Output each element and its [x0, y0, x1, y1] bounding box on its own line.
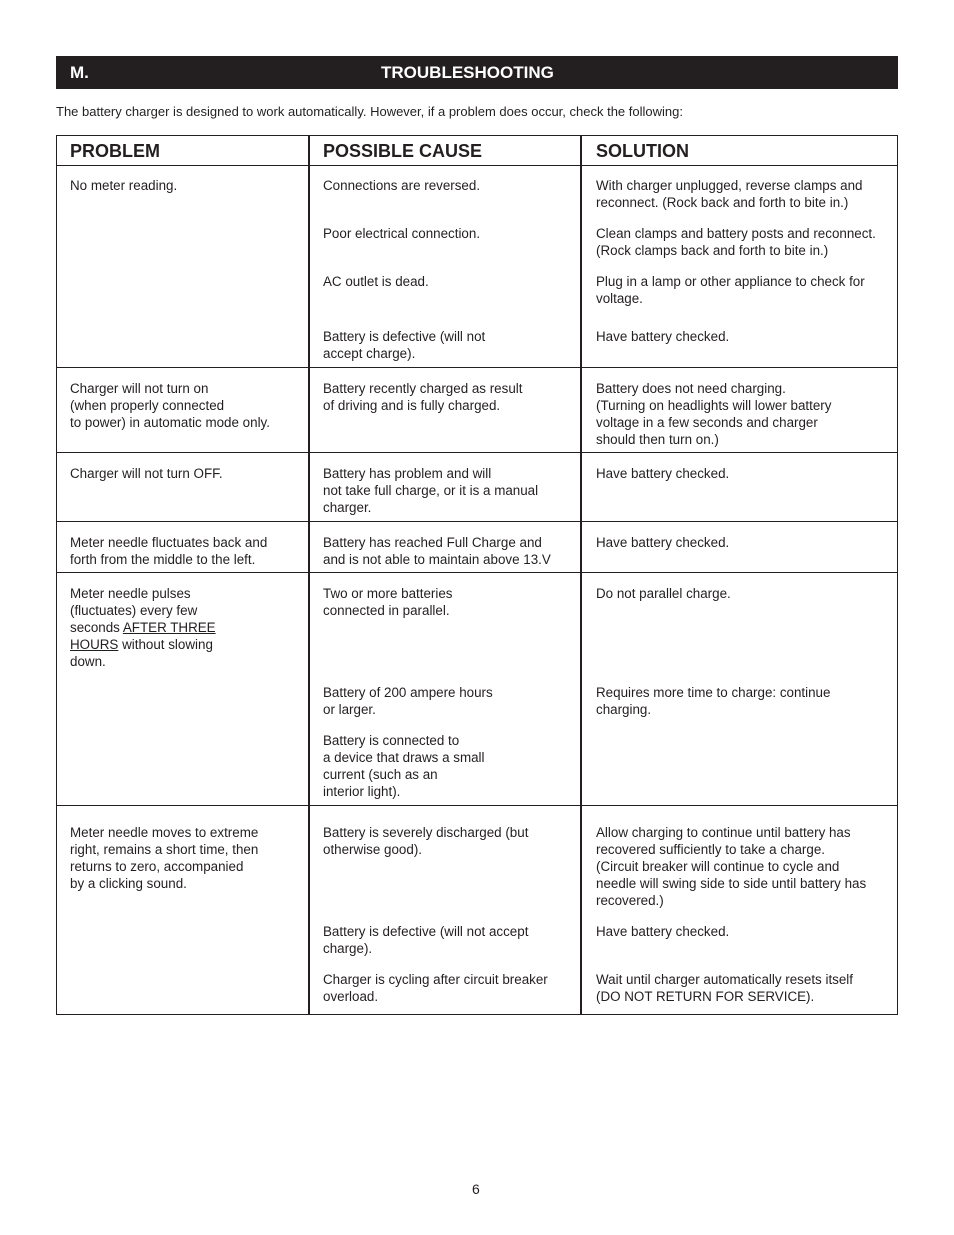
solution-cell: With charger unplugged, reverse clamps and reconnect. (Rock back and forth to bite in.)	[596, 178, 863, 210]
troubleshooting-table	[56, 135, 898, 1015]
cause-cell: Battery is defective (will not accept charge).	[323, 924, 529, 956]
cause-cell: Two or more batteries connected in parallel.	[323, 586, 453, 618]
cause-cell: Charger is cycling after circuit breaker overload.	[323, 972, 548, 1004]
section-title: TROUBLESHOOTING	[381, 63, 554, 82]
problem-cell: Charger will not turn on (when properly connected to power) in automatic mode only.	[70, 381, 270, 430]
intro-text: The battery charger is designed to work automatically. However, if a problem does occur, check the following:	[56, 104, 683, 119]
solution-cell: Plug in a lamp or other appliance to check for voltage.	[596, 274, 865, 306]
solution-cell: Have battery checked.	[596, 924, 730, 939]
problem-text: Meter needle pulses (fluctuates) every few seconds	[70, 586, 198, 635]
problem-text: without slowing down.	[70, 637, 213, 669]
solution-cell: Requires more time to charge: continue charging.	[596, 685, 831, 717]
cause-cell: Battery has problem and will not take full charge, or it is a manual charger.	[323, 466, 539, 515]
page-number: 6	[472, 1181, 480, 1197]
header-possible-cause: POSSIBLE CAUSE	[323, 141, 483, 161]
section-header-bar	[56, 56, 898, 89]
solution-cell: Allow charging to continue until battery has recovered sufficiently to take a charge. (Circuit breaker will continue to cycle and needle will swing side to side until battery has recovered.)	[596, 825, 867, 908]
header-solution: SOLUTION	[596, 141, 689, 161]
solution-cell: Clean clamps and battery posts and reconnect. (Rock clamps back and forth to bite in.)	[596, 226, 876, 258]
problem-cell: Meter needle fluctuates back and forth from the middle to the left.	[70, 535, 268, 567]
cause-cell: Battery has reached Full Charge and and is not able to maintain above 13.V	[323, 535, 551, 567]
solution-cell: Have battery checked.	[596, 535, 730, 550]
cause-cell: Poor electrical connection.	[323, 226, 481, 241]
solution-cell: Have battery checked.	[596, 329, 730, 344]
cause-cell: Battery recently charged as result of driving and is fully charged.	[323, 381, 523, 413]
cause-cell: AC outlet is dead.	[323, 274, 429, 289]
column-divider	[308, 136, 310, 1014]
row-divider	[57, 367, 897, 368]
problem-cell	[70, 585, 216, 670]
solution-cell: Battery does not need charging. (Turning on headlights will lower battery voltage in a few seconds and charger should then turn on.)	[596, 381, 832, 447]
problem-emphasis: AFTER THREE	[122, 620, 216, 635]
problem-cell: No meter reading.	[70, 178, 178, 193]
cause-cell: Connections are reversed.	[323, 178, 481, 193]
cause-cell: Battery is defective (will not accept charge).	[323, 329, 486, 361]
problem-cell: Charger will not turn OFF.	[70, 466, 223, 481]
cause-cell: Battery of 200 ampere hours or larger.	[323, 685, 493, 717]
header-problem: PROBLEM	[70, 141, 160, 161]
column-divider	[580, 136, 582, 1014]
cause-cell: Battery is connected to a device that draws a small current (such as an interior light).	[323, 733, 485, 799]
problem-emphasis: HOURS	[70, 637, 119, 652]
cause-cell: Battery is severely discharged (but otherwise good).	[323, 825, 529, 857]
row-divider	[57, 165, 897, 166]
problem-cell: Meter needle moves to extreme right, remains a short time, then returns to zero, accompanied by a clicking sound.	[70, 825, 259, 891]
section-letter: M.	[70, 63, 89, 82]
row-divider	[57, 452, 897, 453]
row-divider	[57, 572, 897, 573]
solution-cell: Have battery checked.	[596, 466, 730, 481]
row-divider	[57, 805, 897, 806]
solution-cell: Do not parallel charge.	[596, 586, 731, 601]
row-divider	[57, 521, 897, 522]
solution-cell: Wait until charger automatically resets itself (DO NOT RETURN FOR SERVICE).	[596, 972, 853, 1004]
